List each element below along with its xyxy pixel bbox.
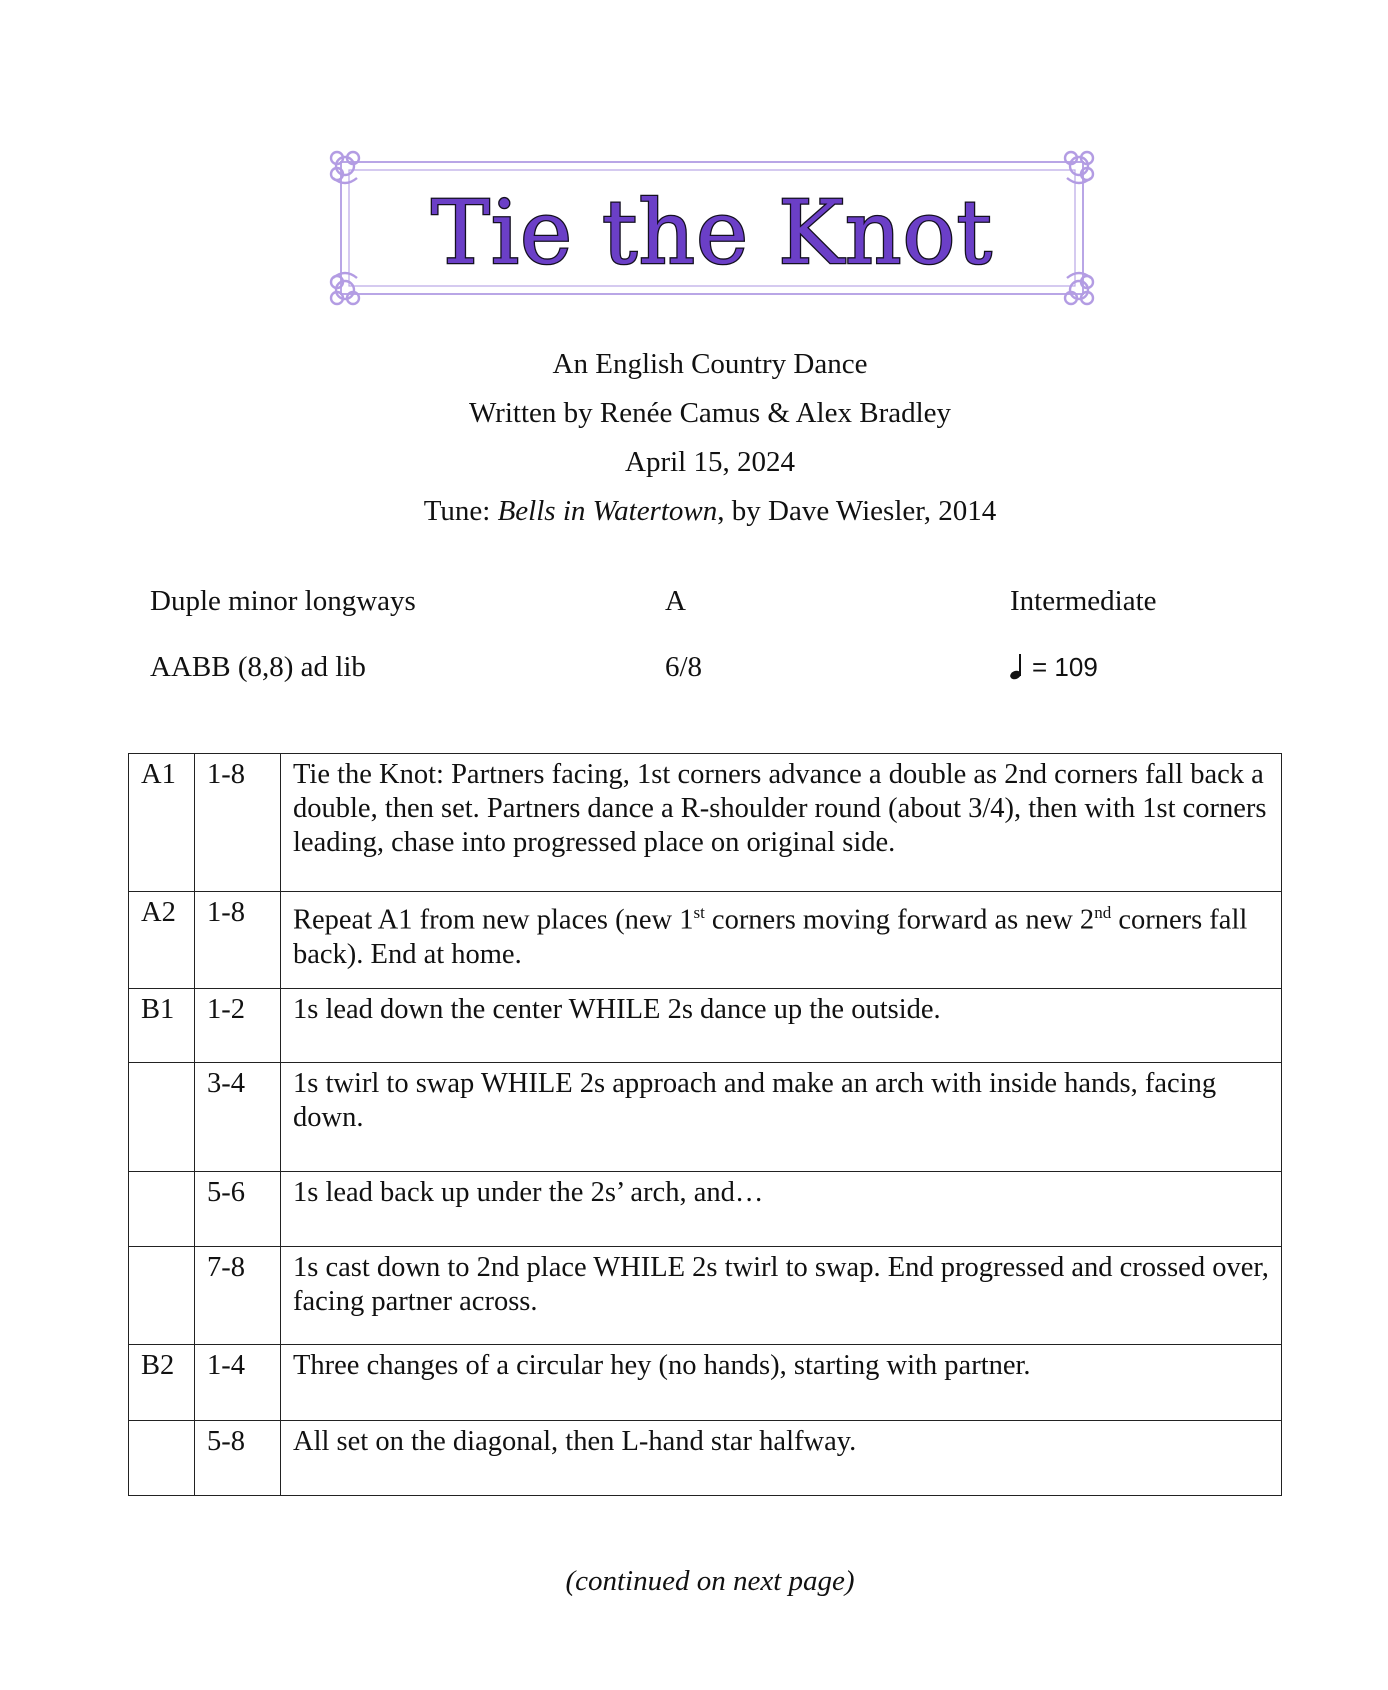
title-banner xyxy=(327,148,1097,308)
bars-cell: 5-8 xyxy=(195,1421,281,1496)
meter: 6/8 xyxy=(665,651,703,683)
bars-cell: 5-6 xyxy=(195,1172,281,1247)
description-cell: Three changes of a circular hey (no hands), starting with partner. xyxy=(281,1345,1282,1421)
level: Intermediate xyxy=(1010,585,1157,617)
tempo xyxy=(1010,651,1098,684)
tempo-value: = 109 xyxy=(1032,652,1098,682)
tune-line xyxy=(0,487,1388,536)
tune-credit: , by Dave Wiesler, 2014 xyxy=(717,495,997,527)
description-cell: 1s twirl to swap WHILE 2s approach and make an arch with inside hands, facing down. xyxy=(281,1063,1282,1172)
bars-cell: 1-8 xyxy=(195,754,281,892)
part-cell xyxy=(129,1421,195,1496)
description-cell: 1s lead back up under the 2s’ arch, and… xyxy=(281,1172,1282,1247)
part-cell xyxy=(129,1247,195,1345)
bars-cell: 1-4 xyxy=(195,1345,281,1421)
continued-note: (continued on next page) xyxy=(565,1565,855,1597)
dance-table xyxy=(128,753,1282,1496)
description-cell: 1s cast down to 2nd place WHILE 2s twirl to swap. End progressed and crossed over, facing partner across. xyxy=(281,1247,1282,1345)
date-line: April 15, 2024 xyxy=(625,446,795,478)
part-cell: A1 xyxy=(129,754,195,892)
part-cell: B2 xyxy=(129,1345,195,1421)
description-cell: All set on the diagonal, then L-hand star halfway. xyxy=(281,1421,1282,1496)
tune-label: Tune: xyxy=(423,495,498,527)
authors-line: Written by Renée Camus & Alex Bradley xyxy=(468,397,952,429)
tune-name: Bells in Watertown xyxy=(497,495,718,527)
bars-cell: 1-8 xyxy=(195,892,281,989)
bars-cell: 1-2 xyxy=(195,989,281,1063)
dance-info xyxy=(0,340,1388,536)
table-row xyxy=(129,1063,1282,1172)
bars-cell: 7-8 xyxy=(195,1247,281,1345)
table-row xyxy=(129,1345,1282,1421)
structure: AABB (8,8) ad lib xyxy=(150,651,366,683)
part-cell: A2 xyxy=(129,892,195,989)
bars-cell: 3-4 xyxy=(195,1063,281,1172)
page-title: Tie the Knot xyxy=(431,180,993,284)
description-cell: 1s lead down the center WHILE 2s dance up the outside. xyxy=(281,989,1282,1063)
quarter-note-icon xyxy=(1010,652,1024,680)
description-cell: Tie the Knot: Partners facing, 1st corners advance a double as 2nd corners fall back a double, then set. Partners dance a R-shoulder round (about 3/4), then with 1st corners leading, chase into progressed place on original side. xyxy=(281,754,1282,892)
table-row xyxy=(129,1172,1282,1247)
part-cell xyxy=(129,1172,195,1247)
part-cell: B1 xyxy=(129,989,195,1063)
table-row xyxy=(129,989,1282,1063)
subtitle: An English Country Dance xyxy=(552,348,868,380)
table-row xyxy=(129,1421,1282,1496)
description-cell: Repeat A1 from new places (new 1st corners moving forward as new 2nd corners fall back). End at home. xyxy=(281,892,1282,989)
table-row xyxy=(129,892,1282,989)
table-row xyxy=(129,1247,1282,1345)
table-row xyxy=(129,754,1282,892)
part-cell xyxy=(129,1063,195,1172)
key: A xyxy=(665,585,686,617)
formation: Duple minor longways xyxy=(150,585,416,617)
